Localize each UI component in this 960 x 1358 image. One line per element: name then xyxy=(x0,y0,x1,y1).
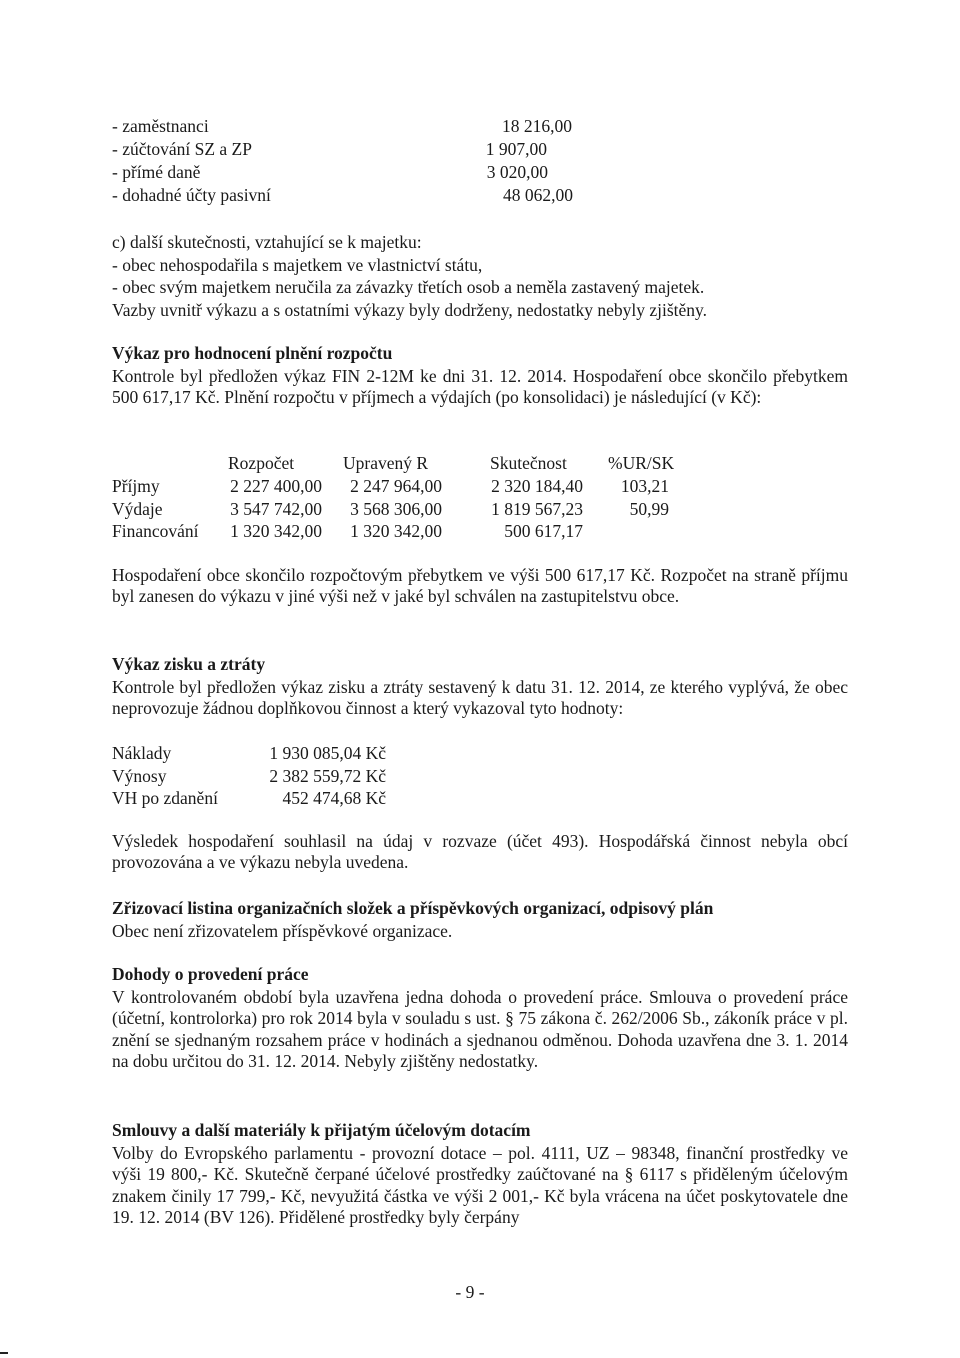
grants-text xyxy=(112,1143,848,1228)
fact-line: - obec nehospodařila s majetkem ve vlastnictví státu, xyxy=(112,255,483,275)
liability-value: 48 062,00 xyxy=(503,185,573,205)
fact-line: Vazby uvnitř výkazu a s ostatními výkazy byly dodrženy, nedostatky nebyly zjištěny. xyxy=(112,300,708,320)
table-cell: 50,99 xyxy=(629,499,669,519)
row-label: Výdaje xyxy=(112,499,163,519)
row-label: Příjmy xyxy=(112,476,160,496)
table-cell: 1 320 342,00 xyxy=(230,521,322,541)
column-header: Upravený R xyxy=(343,453,429,473)
budget-text xyxy=(112,366,848,409)
pl-label: VH po zdanění xyxy=(112,788,218,808)
profit-loss-note-paragraph: Výsledek hospodaření souhlasil na údaj v rozvaze (účet 493). Hospodářská činnost nebyla obcí provozována a ve výkazu nebyla uvedena. xyxy=(112,831,848,873)
budget-note-paragraph: Hospodaření obce skončilo rozpočtovým přebytkem ve výši 500 617,17 Kč. Rozpočet na straně příjmu byl zanesen do výkazu v jiné výši než v jaké byl schválen na zastupitelstvu obce. xyxy=(112,565,848,607)
agreements-text xyxy=(112,987,848,1072)
founding-heading: Zřizovací listina organizačních složek a příspěvkových organizací, odpisový plán xyxy=(112,898,714,918)
table-cell: 1 320 342,00 xyxy=(350,521,442,541)
table-cell: 2 227 400,00 xyxy=(230,476,322,496)
column-header: Rozpočet xyxy=(228,453,295,473)
liability-label: - dohadné účty pasivní xyxy=(112,185,271,205)
profit-loss-heading: Výkaz zisku a ztráty xyxy=(112,654,266,674)
profit-loss-text xyxy=(112,677,848,720)
row-label: Financování xyxy=(112,521,199,541)
liability-value: 1 907,00 xyxy=(485,139,547,159)
agreements-paragraph: V kontrolovaném období byla uzavřena jedna dohoda o provedení práce. Smlouva o provedení práce (účetní, kontrolorka) pro rok 2014 byla v souladu s ust. § 75 zákona č. 262/2006 Sb., zákoník práce v pl. znění se sjednaným rozsahem práce v hodinách a sjednanou odměnou. Dohoda uzavřena dne 3. 1. 2014 na dobu určitou do 31. 12. 2014. Nebyly zjištěny nedostatky. xyxy=(112,987,848,1072)
agreements-heading: Dohody o provedení práce xyxy=(112,964,309,984)
profit-loss-paragraph: Kontrole byl předložen výkaz zisku a ztráty sestavený k datu 31. 12. 2014, ze kterého vyplývá, že obec neprovozuje žádnou doplňkovou činnost a který vykazoval tyto hodnoty: xyxy=(112,677,848,719)
pl-label: Výnosy xyxy=(112,766,167,786)
table-cell: 2 247 964,00 xyxy=(350,476,442,496)
founding-text: Obec není zřizovatelem příspěvkové organizace. xyxy=(112,921,453,941)
table-cell: 103,21 xyxy=(620,476,669,496)
liability-value: 3 020,00 xyxy=(486,162,548,182)
liability-value: 18 216,00 xyxy=(502,116,572,136)
pl-value: 2 382 559,72 Kč xyxy=(269,766,386,786)
page-number: - 9 - xyxy=(455,1282,485,1302)
profit-loss-note xyxy=(112,831,848,874)
fact-line: c) další skutečnosti, vztahující se k majetku: xyxy=(112,232,422,252)
table-cell: 2 320 184,40 xyxy=(491,476,583,496)
liability-label: - zúčtování SZ a ZP xyxy=(112,139,252,159)
table-cell: 3 547 742,00 xyxy=(230,499,322,519)
budget-paragraph: Kontrole byl předložen výkaz FIN 2-12M ke dni 31. 12. 2014. Hospodaření obce skončilo přebytkem 500 617,17 Kč. Plnění rozpočtu v příjmech a výdajích (po konsolidaci) je následující (v Kč): xyxy=(112,366,848,408)
pl-value: 452 474,68 Kč xyxy=(282,788,386,808)
pl-value: 1 930 085,04 Kč xyxy=(269,743,386,763)
liability-label: - přímé daně xyxy=(112,162,201,182)
table-cell: 500 617,17 xyxy=(504,521,583,541)
fact-line: - obec svým majetkem neručila za závazky třetích osob a neměla zastavený majetek. xyxy=(112,277,705,297)
column-header: Skutečnost xyxy=(490,453,567,473)
scan-mark xyxy=(0,1352,8,1354)
grants-paragraph: Volby do Evropského parlamentu - provozní dotace – pol. 4111, UZ – 98348, finanční prostředky ve výši 19 800,- Kč. Skutečně čerpané účelové prostředky zaúčtované na § 6117 s přiděleným účelovým znakem činily 17 799,- Kč, nevyužitá částka ve výši 2 001,- Kč byla vrácena na účet poskytovatele dne 19. 12. 2014 (BV 126). Přidělené prostředky byly čerpány xyxy=(112,1143,848,1228)
table-cell: 1 819 567,23 xyxy=(491,499,583,519)
budget-heading: Výkaz pro hodnocení plnění rozpočtu xyxy=(112,343,393,363)
grants-heading: Smlouvy a další materiály k přijatým účelovým dotacím xyxy=(112,1120,531,1140)
budget-note xyxy=(112,565,848,608)
liability-label: - zaměstnanci xyxy=(112,116,209,136)
column-header: %UR/SK xyxy=(608,453,675,473)
pl-label: Náklady xyxy=(112,743,172,763)
table-cell: 3 568 306,00 xyxy=(350,499,442,519)
